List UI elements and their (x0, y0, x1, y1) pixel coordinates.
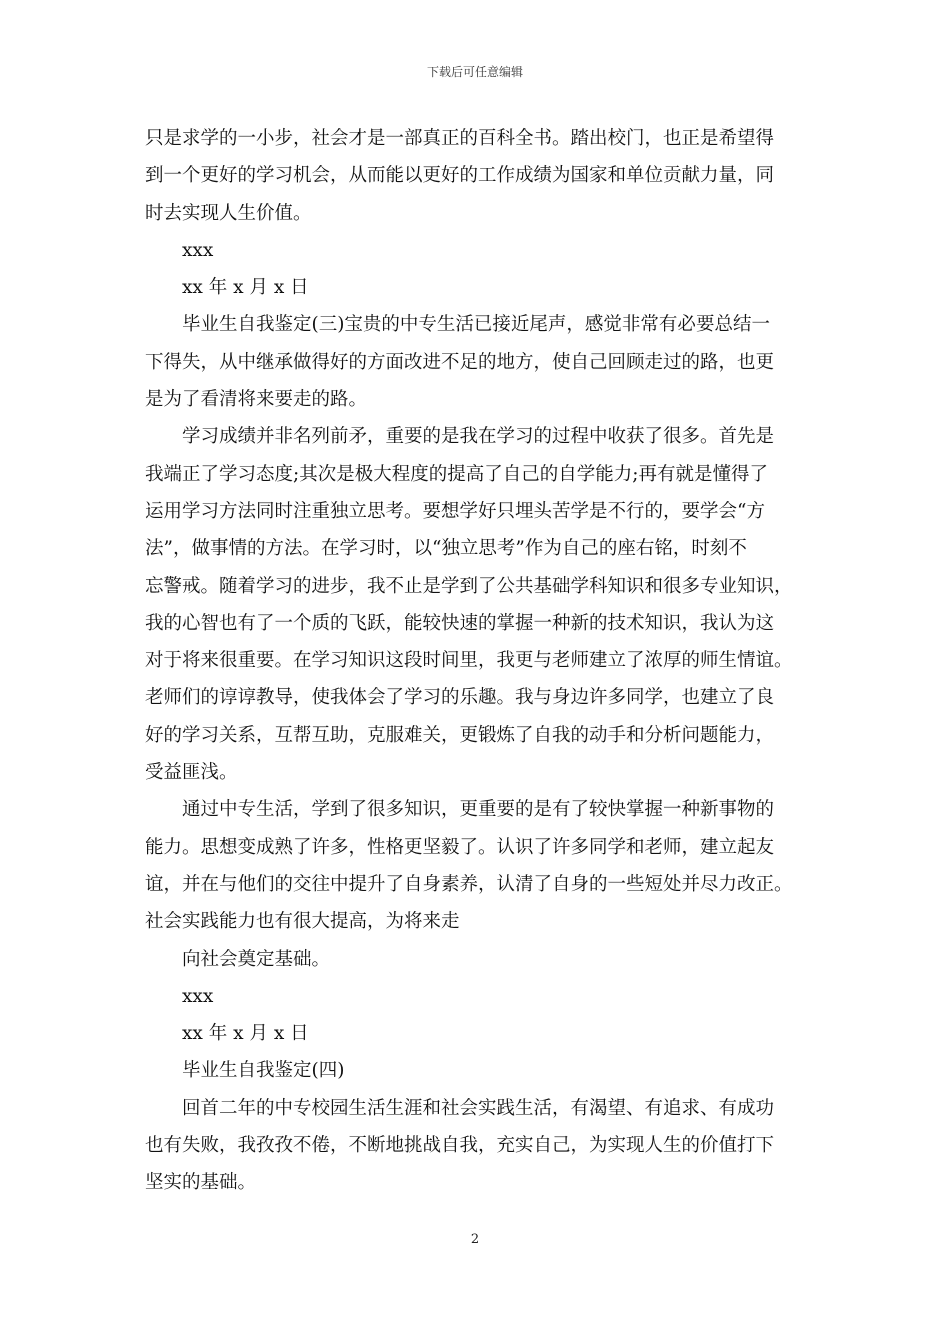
text-line: 我的心智也有了一个质的飞跃，能较快速的掌握一种新的技术知识，我认为这 (145, 612, 775, 634)
section-heading-4: 毕业生自我鉴定(四) (182, 1060, 345, 1082)
text-line: 只是求学的一小步，社会才是一部真正的百科全书。踏出校门，也正是希望得 (145, 128, 775, 149)
text-line: 能力。思想变成熟了许多，性格更坚毅了。认识了许多同学和老师，建立起友 (145, 836, 775, 858)
text-line: 通过中专生活，学到了很多知识，更重要的是有了较快掌握一种新事物的 (182, 799, 775, 821)
text-line: 好的学习关系，互帮互助，克服难关，更锻炼了自我的动手和分析问题能力， (145, 724, 775, 746)
text-line: 对于将来很重要。在学习知识这段时间里，我更与老师建立了浓厚的师生情谊。 (145, 650, 793, 672)
page-number: 2 (470, 1232, 480, 1247)
text-line: 谊，并在与他们的交往中提升了自身素养，认清了自身的一些短处并尽力改正。 (145, 873, 793, 895)
text-line: 回首二年的中专校园生活生涯和社会实践生活，有渴望、有追求、有成功 (182, 1097, 775, 1119)
text-line: 学习成绩并非名列前矛，重要的是我在学习的过程中收获了很多。首先是 (182, 426, 775, 448)
document-body (145, 120, 810, 1202)
text-line: 受益匪浅。 (145, 762, 238, 784)
text-line: 忘警戒。随着学习的进步，我不止是学到了公共基础学科知识和很多专业知识， (145, 575, 793, 597)
signature-date: xx 年 x 月 x 日 (182, 277, 309, 299)
signature-name: xxx (182, 985, 214, 1007)
text-line: 社会实践能力也有很大提高，为将来走 (145, 911, 460, 933)
text-line: 老师们的谆谆教导，使我体会了学习的乐趣。我与身边许多同学，也建立了良 (145, 687, 775, 709)
section-heading-3: 毕业生自我鉴定(三)宝贵的中专生活已接近尾声，感觉非常有必要总结一 (182, 314, 770, 336)
text-line: 是为了看清将来要走的路。 (145, 389, 368, 411)
text-line: 向社会奠定基础。 (182, 948, 331, 970)
text-line: 时去实现人生价值。 (145, 202, 312, 224)
signature-date: xx 年 x 月 x 日 (182, 1023, 309, 1045)
signature-name: xxx (182, 239, 214, 261)
text-line: 坚实的基础。 (145, 1172, 257, 1194)
text-line: 也有失败，我孜孜不倦，不断地挑战自我，充实自己，为实现人生的价值打下 (145, 1135, 775, 1157)
text-line: 下得失，从中继承做得好的方面改进不足的地方，使自己回顾走过的路，也更 (145, 351, 775, 373)
text-line: 到一个更好的学习机会，从而能以更好的工作成绩为国家和单位贡献力量，同 (145, 165, 775, 187)
text-line: 运用学习方法同时注重独立思考。要想学好只埋头苦学是不行的，要学会“方 (145, 500, 765, 522)
text-line: 法”，做事情的方法。在学习时，以“独立思考”作为自己的座右铭，时刻不 (145, 538, 747, 560)
page-header: 下载后可任意编辑 (426, 65, 523, 79)
text-line: 我端正了学习态度;其次是极大程度的提高了自己的自学能力;再有就是懂得了 (145, 463, 768, 485)
